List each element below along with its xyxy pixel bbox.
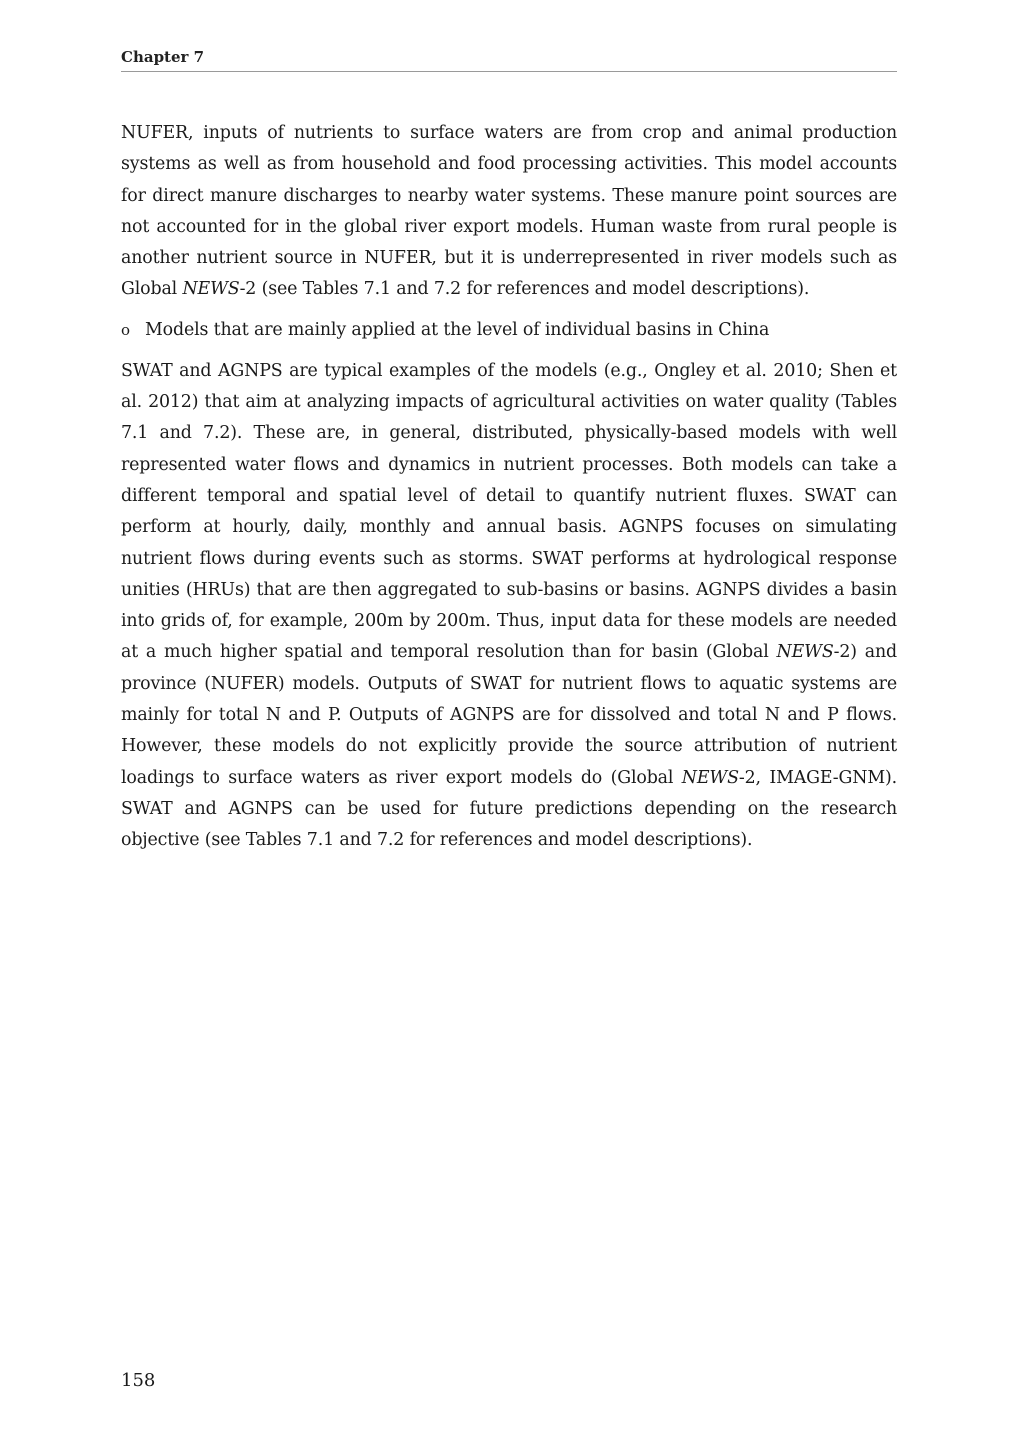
paragraph-nufer-text-2: -2 (see Tables 7.1 and 7.2 for references and model descriptions). bbox=[239, 279, 810, 300]
chapter-label: Chapter 7 bbox=[121, 48, 205, 66]
page-body bbox=[121, 118, 897, 857]
paragraph-swat-text-3: -2, IMAGE-GNM). SWAT and AGNPS can be used for future predictions depending on the research objective (see Tables 7.1 and 7.2 for references and model descriptions). bbox=[121, 767, 897, 851]
hollow-circle-bullet-icon: o bbox=[121, 320, 130, 339]
paragraph-swat-text-1: SWAT and AGNPS are typical examples of the models (e.g., Ongley et al. 2010; Shen et al. 2012) that aim at analyzing impacts of agricultural activities on water quality (Tables 7.1 and 7.2). These are, in general, distributed, physically-based models with well represented water flows and dynamics in nutrient processes. Both models can take a different temporal and spatial level of detail to quantify nutrient fluxes. SWAT can perform at hourly, daily, monthly and annual basis. AGNPS focuses on simulating nutrient flows during events such as storms. SWAT performs at hydrological response unities (HRUs) that are then aggregated to sub-basins or basins. AGNPS divides a basin into grids of, for example, 200m by 200m. Thus, input data for these models are needed at a much higher spatial and temporal resolution than for basin (Global bbox=[121, 360, 897, 663]
news-italic: NEWS bbox=[776, 642, 834, 663]
paragraph-swat-text-2: -2) and province (NUFER) models. Outputs of SWAT for nutrient flows to aquatic systems are mainly for total N and P. Outputs of AGNPS are for dissolved and total N and P flows. However, these models do not explicitly provide the source attribution of nutrient loadings to surface waters as river export models do (Global bbox=[121, 642, 898, 788]
page-number: 158 bbox=[121, 1370, 156, 1391]
paragraph-swat-agnps bbox=[121, 356, 897, 857]
paragraph-nufer bbox=[121, 118, 897, 306]
news-italic: NEWS bbox=[681, 767, 739, 788]
bullet-text: Models that are mainly applied at the level of individual basins in China bbox=[145, 319, 770, 340]
running-header bbox=[121, 47, 897, 72]
bullet-item bbox=[121, 315, 897, 346]
paragraph-nufer-text-1: NUFER, inputs of nutrients to surface waters are from crop and animal production systems as well as from household and food processing activities. This model accounts for direct manure discharges to nearby water systems. These manure point sources are not accounted for in the global river export models. Human waste from rural people is another nutrient source in NUFER, but it is underrepresented in river models such as Global bbox=[121, 123, 897, 300]
news-italic: NEWS bbox=[182, 279, 240, 300]
